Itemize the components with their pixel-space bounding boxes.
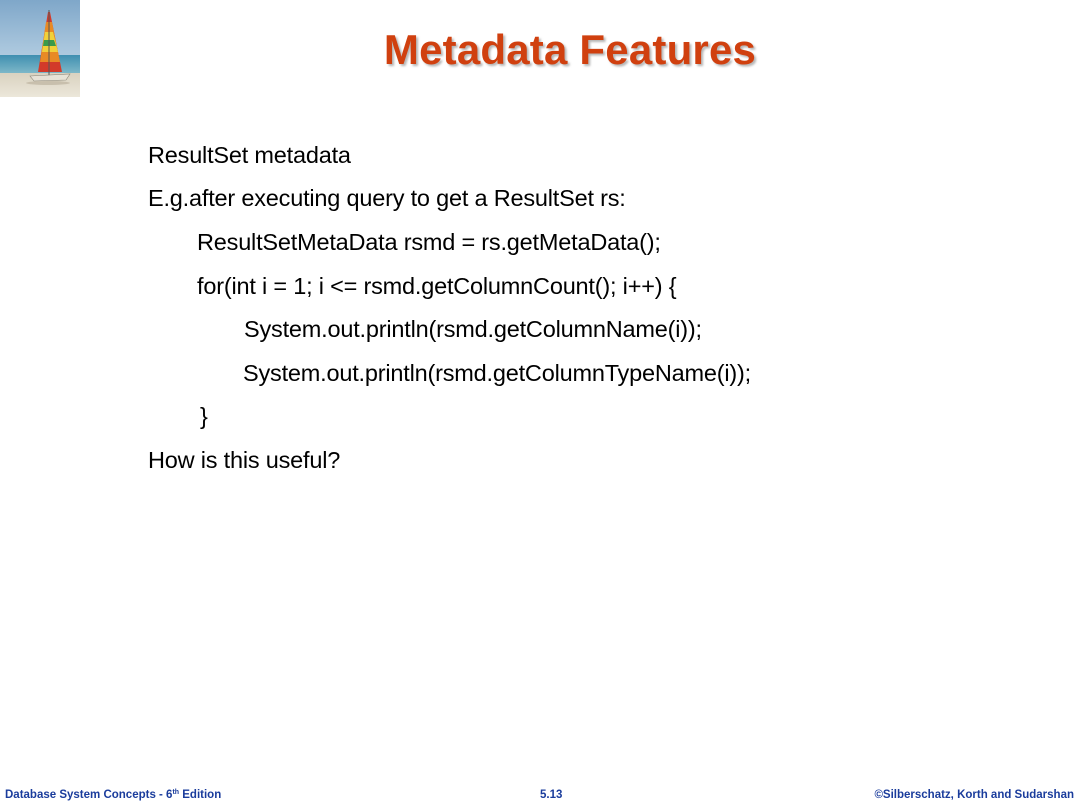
footer-edition-sup: th xyxy=(172,789,180,796)
footer-edition-word: Edition xyxy=(179,789,222,801)
slide-title: Metadata Features xyxy=(383,26,757,73)
code-line-print-column-type: System.out.println(rsmd.getColumnTypeName(i)); xyxy=(243,360,751,386)
bullet-question: How is this useful? xyxy=(148,447,341,473)
code-line-closing-brace: } xyxy=(200,403,208,429)
bullet-resultset-metadata: ResultSet metadata xyxy=(148,142,351,168)
footer-book-title xyxy=(5,789,221,801)
footer-book-title-text: Database System Concepts - 6 xyxy=(5,789,173,801)
code-line-get-metadata: ResultSetMetaData rsmd = rs.getMetaData(); xyxy=(197,229,661,255)
footer-copyright: ©Silberschatz, Korth and Sudarshan xyxy=(874,789,1074,801)
code-line-print-column-name: System.out.println(rsmd.getColumnName(i)); xyxy=(244,316,702,342)
code-line-for-loop: for(int i = 1; i <= rsmd.getColumnCount(); i++) { xyxy=(197,273,677,299)
footer-page-number: 5.13 xyxy=(540,789,563,801)
bullet-example-intro: E.g.after executing query to get a ResultSet rs: xyxy=(148,185,626,211)
